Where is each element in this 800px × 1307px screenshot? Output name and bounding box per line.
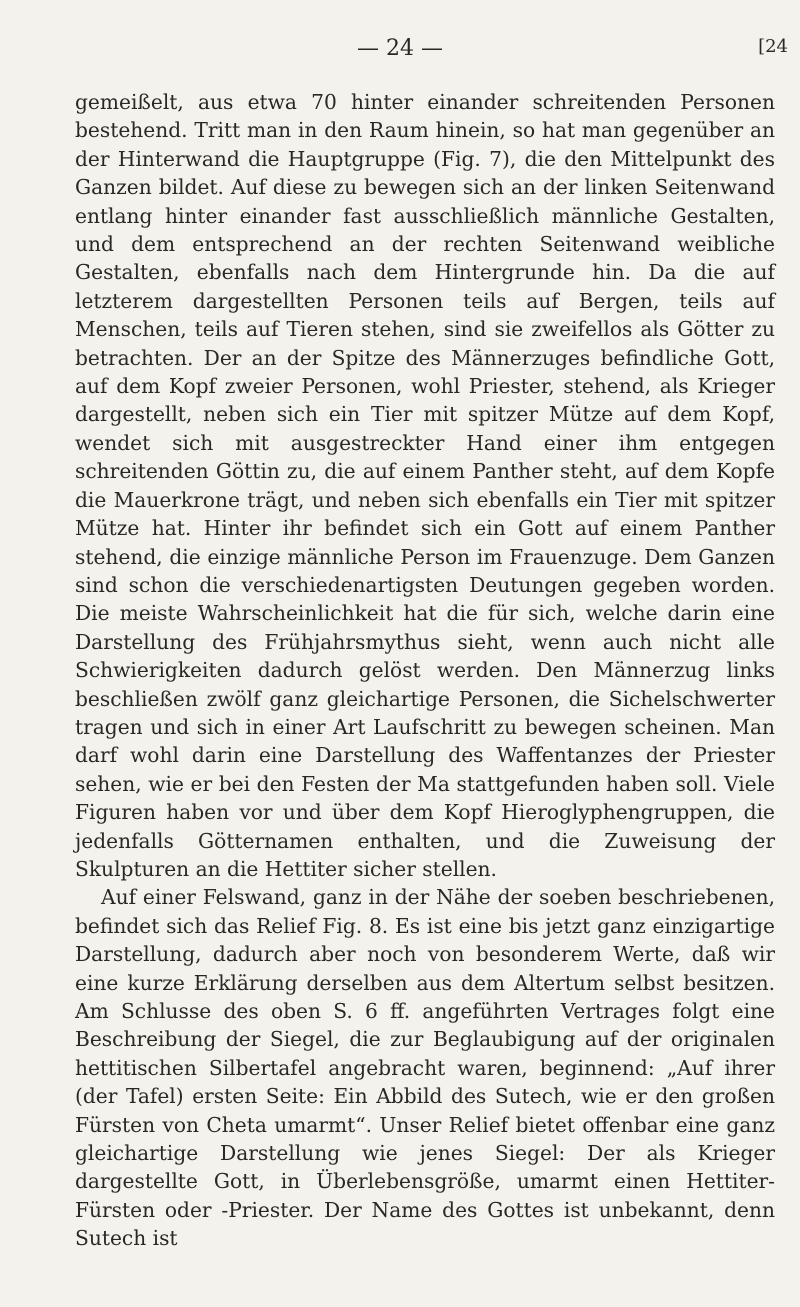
page-number: — 24 — bbox=[357, 36, 443, 61]
paragraph: Auf einer Felswand, ganz in der Nähe der soeben beschriebenen, befindet sich das Relief Fig. 8. Es ist eine bis jetzt ganz einzigartige Darstellung, dadurch aber noch von besonderem Werte, daß wir eine kurze Erklärung derselben aus dem Altertum selbst besitzen. Am Schlusse des oben S. 6 ff. angeführten Vertrages folgt eine Beschreibung der Siegel, die zur Beglaubigung auf der originalen hettitischen Silbertafel angebracht waren, beginnend: „Auf ihrer (der Tafel) ersten Seite: Ein Abbild des Sutech, wie er den großen Fürsten von Cheta umarmt“. Unser Relief bietet offenbar eine ganz gleichartige Darstellung wie jenes Siegel: Der als Krieger dargestellte Gott, in Überlebensgröße, umarmt einen Hettiter-Fürsten oder -Priester. Der Name des Gottes ist unbekannt, denn Sutech ist bbox=[75, 885, 775, 1251]
page-header bbox=[0, 36, 800, 66]
page-reference: [24 bbox=[758, 36, 788, 57]
text-body bbox=[75, 88, 775, 1253]
paragraph: gemeißelt, aus etwa 70 hinter einander schreitenden Personen bestehend. Tritt man in den Raum hinein, so hat man gegenüber an der Hinterwand die Hauptgruppe (Fig. 7), die den Mittelpunkt des Ganzen bildet. Auf diese zu bewegen sich an der linken Seitenwand entlang hinter einander fast ausschließlich männliche Gestalten, und dem entsprechend an der rechten Seitenwand weibliche Gestalten, ebenfalls nach dem Hintergrunde hin. Da die auf letzterem dargestellten Personen teils auf Bergen, teils auf Menschen, teils auf Tieren stehen, sind sie zweifellos als Götter zu betrachten. Der an der Spitze des Männerzuges befindliche Gott, auf dem Kopf zweier Personen, wohl Priester, stehend, als Krieger dargestellt, neben sich ein Tier mit spitzer Mütze auf dem Kopf, wendet sich mit ausgestreckter Hand einer ihm entgegen schreitenden Göttin zu, die auf einem Panther steht, auf dem Kopfe die Mauerkrone trägt, und neben sich ebenfalls ein Tier mit spitzer Mütze hat. Hinter ihr befindet sich ein Gott auf einem Panther stehend, die einzige männliche Person im Frauenzuge. Dem Ganzen sind schon die verschiedenartigsten Deutungen gegeben worden. Die meiste Wahrscheinlichkeit hat die für sich, welche darin eine Darstellung des Frühjahrsmythus sieht, wenn auch nicht alle Schwierigkeiten dadurch gelöst werden. Den Männerzug links beschließen zwölf ganz gleichartige Personen, die Sichelschwerter tragen und sich in einer Art Laufschritt zu bewegen scheinen. Man darf wohl darin eine Darstellung des Waffentanzes der Priester sehen, wie er bei den Festen der Ma stattgefunden haben soll. Viele Figuren haben vor und über dem Kopf Hieroglyphengruppen, die jedenfalls Götternamen enthalten, und die Zuweisung der Skulpturen an die Hettiter sicher stellen. bbox=[75, 90, 775, 881]
